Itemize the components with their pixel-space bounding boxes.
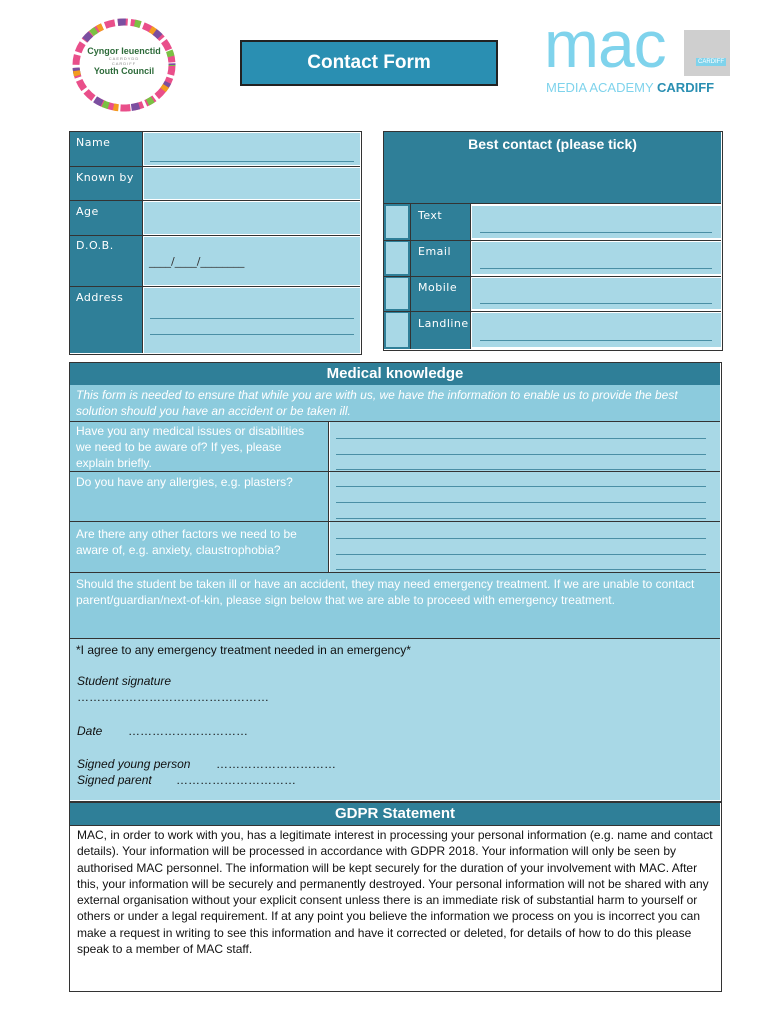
gdpr-section: [69, 802, 722, 992]
q2-label-box: [70, 472, 328, 521]
label-dob: D.O.B.: [76, 239, 114, 252]
best-contact-heading: Best contact (please tick): [468, 136, 637, 152]
option-mobile: Mobile: [418, 281, 458, 294]
date-label: Date: [77, 724, 103, 738]
medical-intro: This form is needed to ensure that while you are with us, we have the information to enable us to provide the best solution should you have an accident or be taken ill.: [76, 388, 678, 418]
best-contact-section: [383, 131, 723, 351]
email-field[interactable]: [472, 242, 721, 274]
signature-area: [70, 639, 720, 800]
youth-council-logo: [72, 18, 176, 112]
label-name: Name: [76, 136, 111, 149]
yc-line3: CARDIFF: [111, 61, 137, 66]
medical-intro-box: [70, 385, 720, 421]
agree-statement: *I agree to any emergency treatment needed in an emergency*: [76, 643, 411, 657]
signed-parent-field[interactable]: …………………………: [176, 773, 296, 787]
signed-young-person-field[interactable]: …………………………: [216, 757, 336, 771]
q1-label-box: [70, 422, 328, 471]
mac-logo-sub1: MEDIA ACADEMY: [546, 80, 654, 95]
q3-answer-field[interactable]: [330, 522, 720, 572]
yc-line4: Youth Council: [93, 66, 155, 76]
gdpr-header: [70, 803, 720, 825]
label-known-by: Known by: [76, 171, 134, 184]
signed-parent-label: Signed parent: [77, 773, 152, 787]
tick-box-email[interactable]: [386, 242, 408, 274]
text-field[interactable]: [472, 206, 721, 238]
option-landline: Landline: [418, 317, 469, 330]
mac-logo-square: [684, 30, 730, 76]
mobile-field[interactable]: [472, 278, 721, 309]
mac-logo-tag: CARDIFF: [698, 59, 724, 65]
medical-section: [69, 362, 722, 802]
student-signature-field[interactable]: …………………………………………: [77, 690, 269, 704]
label-age: Age: [76, 205, 99, 218]
tick-box-mobile[interactable]: [386, 278, 408, 309]
label-address: Address: [76, 291, 124, 304]
dob-field[interactable]: [144, 237, 360, 285]
medical-emergency: Should the student be taken ill or have an accident, they may need emergency treatment. If we are unable to contact parent/guardian/next-of-kin, please sign below that we are able to proceed with emergency treatment.: [76, 577, 695, 607]
gdpr-text: MAC, in order to work with you, has a legitimate interest in processing your personal information (e.g. name and contact details). Your information will be processed in accordance with GDPR 2018. Your information will only be seen by authorised MAC personnel. The information will be kept securely for the duration of your involvement with MAC. After this, your information will be securely and permanently destroyed. Your personal information will not be shared with any external organisation without your explicit consent unless there is an immediate risk of substantial harm to yourself or others or under a legal requirement. If at any point you believe the information we process on you is incorrect you can make a request in writing to see this information and have it corrected or deleted, for details of how to do this please speak to a member of MAC staff.: [77, 828, 713, 957]
address-field[interactable]: [144, 288, 360, 353]
date-field[interactable]: …………………………: [128, 724, 248, 738]
q3-label-box: [70, 522, 328, 572]
emergency-box: [70, 573, 720, 638]
mac-logo: [540, 7, 740, 102]
medical-q1: Have you any medical issues or disabilities we need to be aware of? If yes, please explain briefly.: [76, 424, 305, 470]
tick-box-landline[interactable]: [386, 313, 408, 347]
student-signature-label: Student signature: [77, 674, 172, 688]
gdpr-heading: GDPR Statement: [334, 805, 456, 822]
option-email: Email: [418, 245, 452, 258]
signed-young-person-label: Signed young person: [77, 757, 191, 771]
yc-line1: Cyngor Ieuenctid: [87, 46, 161, 56]
personal-details-section: [69, 131, 362, 355]
yc-line2: CAERDYDD: [108, 56, 140, 61]
best-contact-header: [384, 132, 721, 203]
medical-q3: Are there any other factors we need to be aware of, e.g. anxiety, claustrophobia?: [76, 527, 297, 557]
medical-q2: Do you have any allergies, e.g. plasters?: [76, 475, 293, 489]
mac-logo-sub2: CARDIFF: [657, 80, 715, 95]
age-field[interactable]: [144, 202, 360, 234]
known-by-field[interactable]: [144, 168, 360, 199]
q2-answer-field[interactable]: [330, 472, 720, 521]
dob-blank: ____/____/________: [149, 255, 245, 268]
mac-logo-big: mac: [544, 7, 666, 81]
form-title: Contact Form: [307, 52, 431, 73]
medical-header: [70, 363, 720, 385]
tick-box-text[interactable]: [386, 206, 408, 238]
landline-field[interactable]: [472, 313, 721, 347]
q1-answer-field[interactable]: [330, 422, 720, 471]
option-text: Text: [418, 209, 443, 222]
form-title-box: [240, 40, 498, 86]
medical-heading: Medical knowledge: [326, 365, 464, 382]
